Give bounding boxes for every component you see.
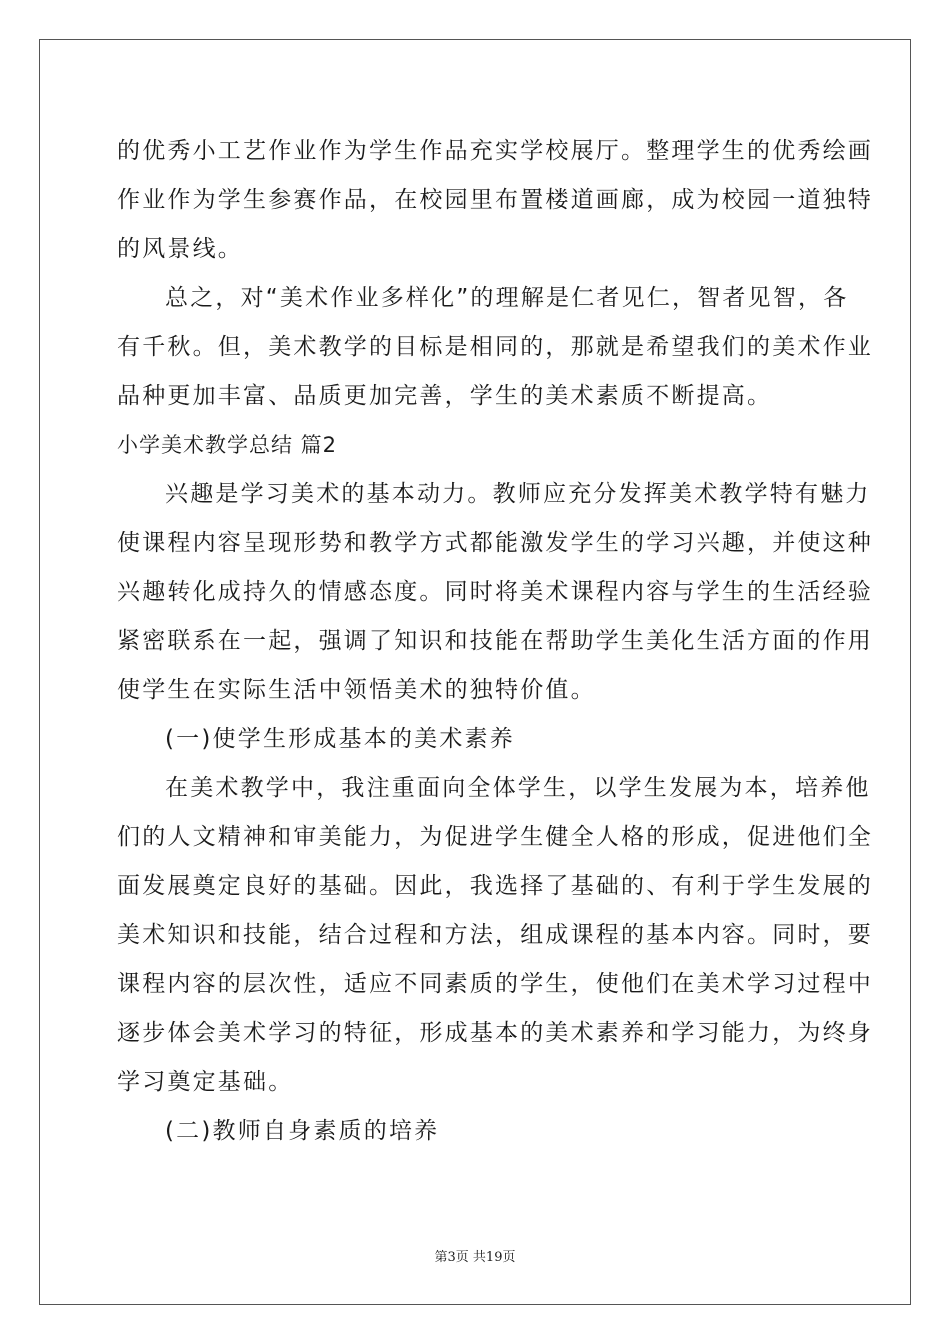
- text-line: 在美术教学中，我注重面向全体学生，以学生发展为本，培养他: [165, 775, 871, 801]
- text-line: 使课程内容呈现形势和教学方式都能激发学生的学习兴趣，并使这种: [117, 530, 873, 556]
- section-heading: 小学美术教学总结 篇2: [117, 433, 338, 457]
- text-line: 紧密联系在一起，强调了知识和技能在帮助学生美化生活方面的作用: [117, 628, 873, 654]
- subsection-heading: (二)教师自身素质的培养: [165, 1118, 440, 1144]
- text-line: 兴趣是学习美术的基本动力。教师应充分发挥美术教学特有魅力: [165, 481, 871, 507]
- paragraph: [117, 470, 873, 715]
- text-line: 学习奠定基础。: [117, 1069, 294, 1095]
- text-line: 总之，对“美术作业多样化”的理解是仁者见仁，智者见智，各: [165, 285, 849, 311]
- paragraph: [117, 764, 873, 1107]
- text-line: 作业作为学生参赛作品，在校园里布置楼道画廊，成为校园一道独特: [117, 187, 873, 213]
- text-line: 们的人文精神和审美能力，为促进学生健全人格的形成，促进他们全: [117, 824, 873, 850]
- text-line: 使学生在实际生活中领悟美术的独特价值。: [117, 677, 596, 703]
- subsection-heading: (一)使学生形成基本的美术素养: [165, 726, 515, 752]
- text-line: 的风景线。: [117, 236, 243, 262]
- document-body: [117, 127, 873, 1156]
- text-line: 美术知识和技能，结合过程和方法，组成课程的基本内容。同时，要: [117, 922, 873, 948]
- text-line: 兴趣转化成持久的情感态度。同时将美术课程内容与学生的生活经验: [117, 579, 873, 605]
- text-line: 面发展奠定良好的基础。因此，我选择了基础的、有利于学生发展的: [117, 873, 873, 899]
- text-line: 逐步体会美术学习的特征，形成基本的美术素养和学习能力，为终身: [117, 1020, 873, 1046]
- paragraph: [117, 274, 873, 421]
- text-line: 品种更加丰富、品质更加完善，学生的美术素质不断提高。: [117, 383, 773, 409]
- text-line: 有千秋。但，美术教学的目标是相同的，那就是希望我们的美术作业: [117, 334, 873, 360]
- paragraph: [117, 127, 873, 274]
- text-line: 的优秀小工艺作业作为学生作品充实学校展厅。整理学生的优秀绘画: [117, 138, 873, 164]
- page-number-footer: 第3页 共19页: [434, 1250, 516, 1265]
- text-line: 课程内容的层次性，适应不同素质的学生，使他们在美术学习过程中: [117, 971, 873, 997]
